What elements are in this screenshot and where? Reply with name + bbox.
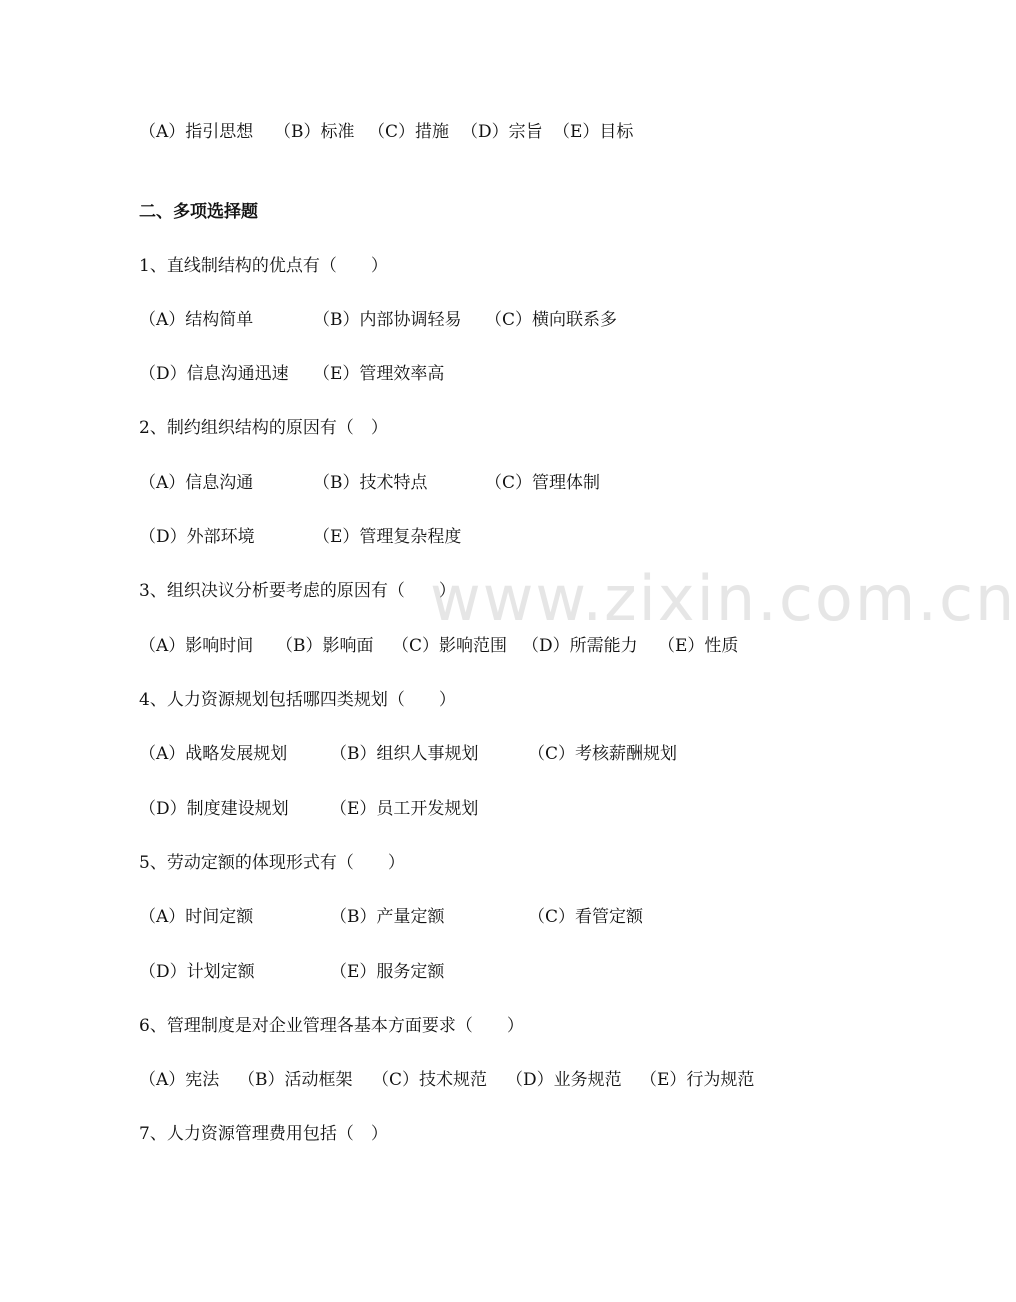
question-stem: 6、管理制度是对企业管理各基本方面要求（ ）: [139, 1016, 524, 1036]
option-c: （C）横向联系多: [485, 310, 618, 330]
option-a: （A）指引思想: [139, 122, 254, 142]
option-c: （C）技术规范: [372, 1070, 488, 1090]
option-a: （A）时间定额: [139, 907, 254, 927]
option-d: （D）所需能力: [522, 636, 638, 656]
option-e: （E）行为规范: [640, 1070, 755, 1090]
option-b: （B）影响面: [276, 636, 374, 656]
option-b: （B）活动框架: [238, 1070, 353, 1090]
option-d: （D）宗旨: [461, 122, 543, 142]
option-d: （D）业务规范: [506, 1070, 622, 1090]
question-stem: 5、劳动定额的体现形式有（ ）: [139, 853, 405, 873]
question-stem: 7、人力资源管理费用包括（ ）: [139, 1124, 388, 1144]
question-stem: 1、直线制结构的优点有（ ）: [139, 256, 388, 276]
option-a: （A）结构简单: [139, 310, 254, 330]
option-d: （D）信息沟通迅速: [139, 364, 289, 384]
option-d: （D）外部环境: [139, 527, 255, 547]
option-c: （C）影响范围: [392, 636, 508, 656]
option-e: （E）管理效率高: [313, 364, 445, 384]
option-e: （E）管理复杂程度: [313, 527, 462, 547]
question-stem: 4、人力资源规划包括哪四类规划（ ）: [139, 690, 456, 710]
option-a: （A）影响时间: [139, 636, 254, 656]
option-b: （B）技术特点: [313, 473, 428, 493]
option-e: （E）服务定额: [330, 962, 445, 982]
question-stem: 3、组织决议分析要考虑的原因有（ ）: [139, 581, 456, 601]
watermark: www.zixin.com.cn: [430, 562, 1016, 635]
option-e: （E）目标: [553, 122, 634, 142]
option-a: （A）信息沟通: [139, 473, 254, 493]
option-c: （C）看管定额: [528, 907, 644, 927]
option-c: （C）考核薪酬规划: [528, 744, 678, 764]
option-a: （A）战略发展规划: [139, 744, 288, 764]
question-stem: 2、制约组织结构的原因有（ ）: [139, 418, 388, 438]
option-b: （B）产量定额: [330, 907, 445, 927]
option-d: （D）计划定额: [139, 962, 255, 982]
option-e: （E）员工开发规划: [330, 799, 479, 819]
option-b: （B）组织人事规划: [330, 744, 479, 764]
option-c: （C）措施: [368, 122, 450, 142]
option-b: （B）标准: [274, 122, 355, 142]
option-e: （E）性质: [658, 636, 739, 656]
section-title: 二、多项选择题: [139, 202, 258, 222]
option-c: （C）管理体制: [485, 473, 601, 493]
option-a: （A）宪法: [139, 1070, 220, 1090]
option-b: （B）内部协调轻易: [313, 310, 462, 330]
option-d: （D）制度建设规划: [139, 799, 289, 819]
